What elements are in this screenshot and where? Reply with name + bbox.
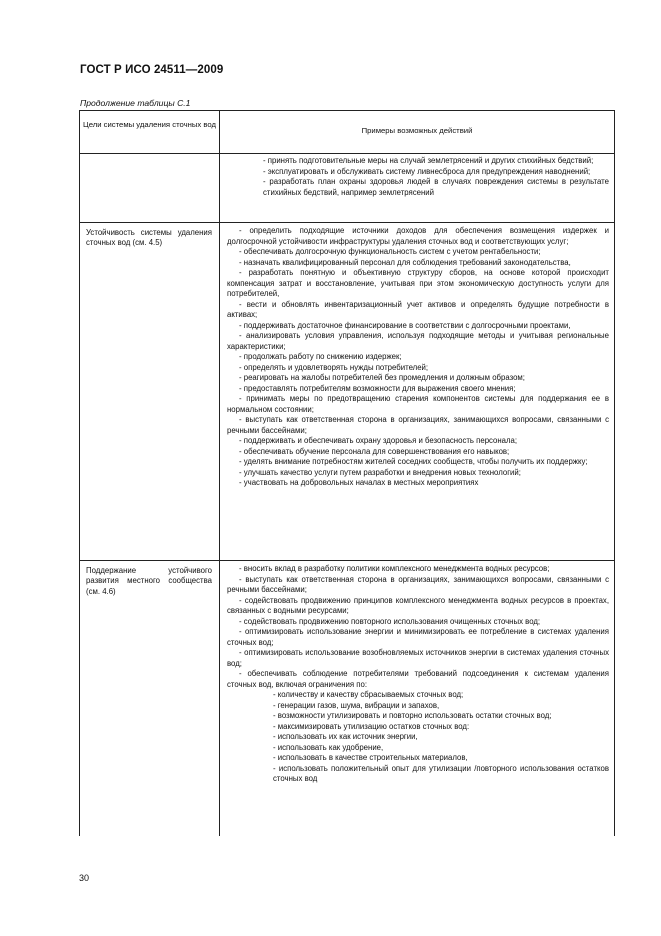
action-subitem: - использовать их как источник энергии,: [273, 732, 418, 741]
action-item: - улучшать качество услуги путем разработки и внедрения новых технологий;: [239, 467, 521, 477]
action-item: - уделять внимание потребностям жителей соседних сообществ, чтобы получить их поддержку;: [239, 457, 588, 466]
action-subitem: - использовать положительный опыт для утилизации /повторного использования остатков сточных вод: [273, 763, 609, 783]
action-subitem: - использовать как удобрение,: [273, 742, 384, 752]
header-goals: Цели системы удаления сточных вод: [83, 120, 216, 129]
column-divider: [219, 111, 220, 836]
action-subitem: - максимизировать утилизацию остатков сточных вод:: [273, 721, 470, 731]
action-item: - назначать квалифицированный персонал для соблюдения требований законодательства,: [239, 257, 571, 267]
action-subitem: - возможности утилизировать и повторно использовать остатки сточных вод;: [273, 711, 552, 720]
action-item: - содействовать продвижению повторного использования очищенных сточных вод;: [239, 616, 541, 626]
action-item: - обеспечивать соблюдение потребителями требований подсоединения к системам удаления сточных вод, включая ограничения по:: [227, 669, 609, 689]
action-item: - вести и обновлять инвентаризационный учет активов и определять будущие потребности в активах;: [227, 299, 609, 319]
row2-actions: [227, 564, 609, 785]
action-item: - принять подготовительные меры на случай землетрясений и других стихийных бедствий;: [263, 156, 594, 165]
document-title: ГОСТ Р ИСО 24511—2009: [80, 64, 224, 76]
row1-actions: [227, 226, 609, 489]
action-item: - вносить вклад в разработку политики комплексного менеджмента водных ресурсов;: [239, 564, 550, 573]
action-item: - принимать меры по предотвращению старения компонентов системы для поддержания ее в нормальном состоянии;: [227, 394, 609, 414]
action-subitem: - количеству и качеству сбрасываемых сточных вод;: [273, 690, 464, 699]
row1-goal: Устойчивость системы удаления сточных вод (см. 4.5): [86, 228, 212, 248]
table-caption: Продолжение таблицы С.1: [80, 98, 191, 108]
action-item: - эксплуатировать и обслуживать систему ливнесброса для предупреждения наводнений;: [263, 166, 591, 176]
action-item: - участвовать на добровольных началах в местных мероприятиях: [239, 478, 479, 487]
action-item: - обеспечивать обучение персонала для совершенствования его навыков;: [239, 446, 510, 456]
action-item: - определить подходящие источники доходов для обеспечения возмещения издержек и долгосрочной устойчивости инфраструктуры удаления сточных вод и соответствующих услуг;: [227, 226, 609, 246]
action-item: - выступать как ответственная сторона в организациях, занимающихся вопросами, связанными с речными бассейнами;: [227, 415, 609, 435]
action-item: - разработать понятную и объективную структуру сборов, на основе которой происходит компенсация затрат и восстановление, учитывая при этом экономическую доступность услуги для потребителей,: [227, 268, 609, 298]
action-item: - продолжать работу по снижению издержек;: [239, 352, 402, 361]
action-item: - поддерживать и обеспечивать охрану здоровья и безопасность персонала;: [239, 436, 518, 445]
action-item: - содействовать продвижению принципов комплексного менеджмента водных ресурсов в проектах, связанных с водными ресурсами;: [227, 595, 609, 615]
action-item: - оптимизировать использование энергии и минимизировать ее потребление в системах удаления сточных вод;: [227, 627, 609, 647]
action-item: - оптимизировать использование возобновляемых источников энергии в системах удаления сточных вод;: [227, 648, 609, 668]
action-item: - предоставлять потребителям возможности для выражения своего мнения;: [239, 383, 516, 393]
action-item: - выступать как ответственная сторона в организациях, занимающихся вопросами, связанными с речными бассейнами;: [227, 574, 609, 594]
row-divider: [80, 222, 614, 223]
action-subitem: - использовать в качестве строительных материалов,: [273, 753, 468, 762]
action-item: - разработать план охраны здоровья людей в случаях повреждения системы в результате стихийных бедствий, например землетрясений: [263, 177, 609, 197]
row-divider: [80, 560, 614, 561]
header-actions: Примеры возможных действий: [361, 126, 473, 135]
row0-actions: [227, 156, 609, 198]
action-subitem: - генерации газов, шума, вибрации и запахов,: [273, 700, 440, 710]
action-item: - обеспечивать долгосрочную функциональность систем с учетом рентабельности;: [239, 247, 541, 256]
action-item: - анализировать условия управления, используя подходящие методы и учитывая региональные характеристики;: [227, 331, 609, 351]
header-divider: [80, 153, 614, 154]
row2-goal: Поддержание устойчивого развития местного сообщества (см. 4.6): [86, 566, 212, 596]
page-number: 30: [79, 873, 90, 883]
action-item: - поддерживать достаточное финансирование в соответствии с долгосрочными проектами,: [239, 320, 571, 330]
action-item: - реагировать на жалобы потребителей без промедления и должным образом;: [239, 373, 525, 382]
action-item: - определять и удовлетворять нужды потребителей;: [239, 362, 429, 372]
actions-table: [79, 110, 615, 836]
